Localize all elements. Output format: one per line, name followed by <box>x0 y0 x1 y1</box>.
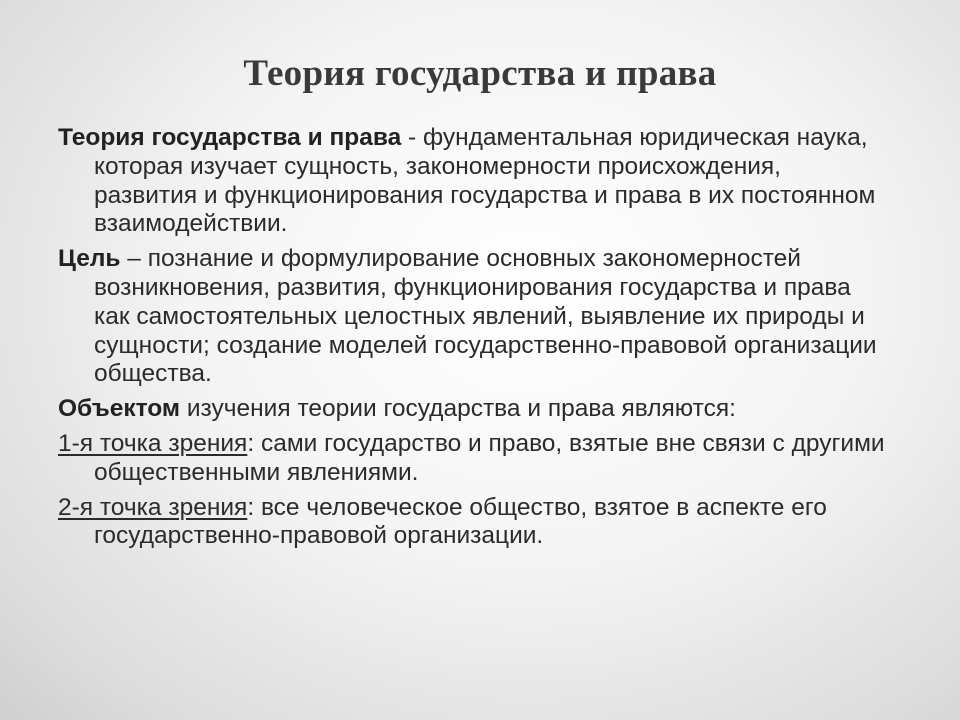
goal-text: – познание и формулирование основных закономерностей возникновения, развития, функционирования государства и права как самостоятельных целостных явлений, выявление их природы и сущности; создание моделей государственно-правовой организации общества. <box>94 245 877 388</box>
second-viewpoint-term: 2-я точка зрения <box>58 493 248 521</box>
first-viewpoint-term: 1-я точка зрения <box>58 429 248 457</box>
goal-paragraph <box>58 245 888 389</box>
first-viewpoint-paragraph <box>58 430 888 488</box>
definition-paragraph <box>58 124 888 239</box>
object-term: Объектом <box>58 395 181 423</box>
object-text: изучения теории государства и права являются: <box>180 395 736 423</box>
definition-term: Теория государства и права <box>58 124 402 151</box>
object-paragraph <box>58 395 888 424</box>
slide-body <box>58 124 888 557</box>
definition-text: - фундаментальная юридическая наука, которая изучает сущность, закономерности происхождения, развития и функционирования государства и права в их постоянном взаимодействии. <box>94 124 876 238</box>
second-viewpoint-text: : все человеческое общество, взятое в аспекте его государственно-правовой организации. <box>94 493 827 550</box>
slide-title: Теория государства и права <box>243 53 717 94</box>
second-viewpoint-paragraph <box>58 494 888 552</box>
first-viewpoint-text: : сами государство и право, взятые вне связи с другими общественными явлениями. <box>94 429 885 486</box>
goal-term: Цель <box>58 245 121 273</box>
